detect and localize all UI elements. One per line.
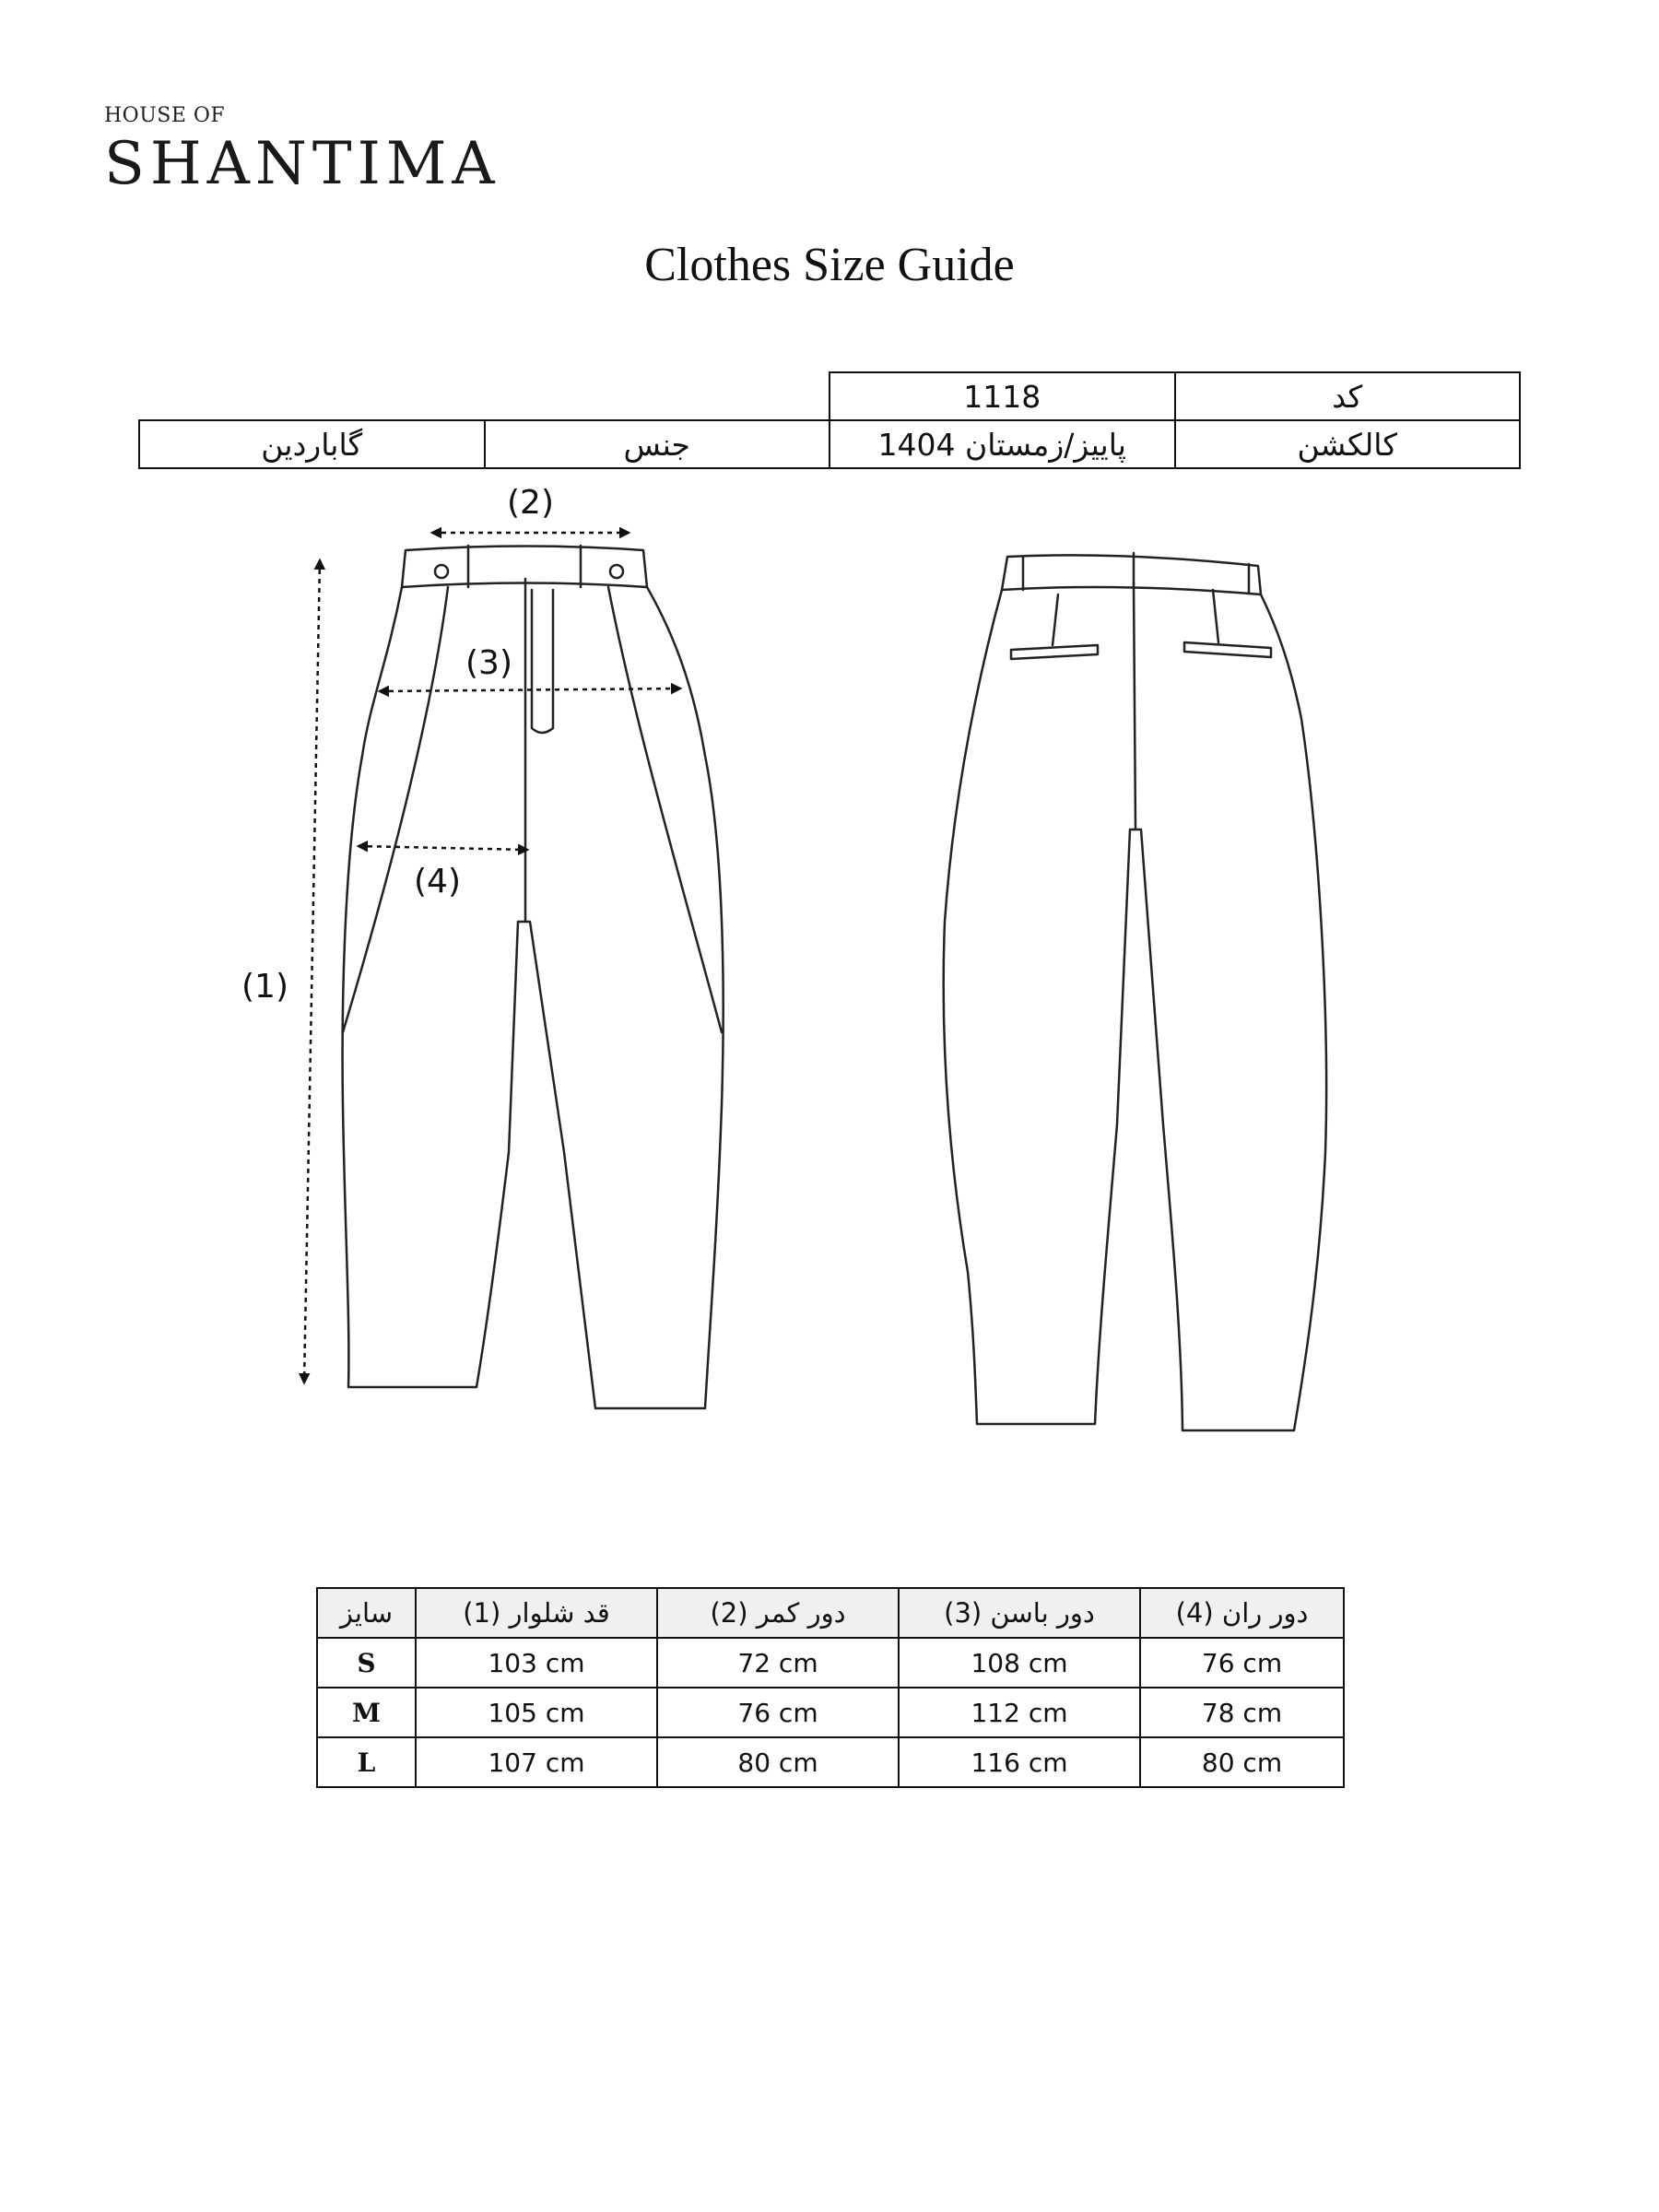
hip-value: 112 cm xyxy=(899,1688,1140,1737)
front-fly xyxy=(525,579,553,922)
collection-value: پاییز/زمستان 1404 xyxy=(830,420,1175,468)
thigh-value: 80 cm xyxy=(1140,1737,1344,1787)
measure-label-3: (3) xyxy=(465,644,512,682)
size-table xyxy=(316,1587,1345,1788)
brand-logo-top: HOUSE OF xyxy=(104,104,226,127)
front-left-pleat xyxy=(343,587,448,1032)
measure-label-1: (1) xyxy=(241,968,288,1006)
thigh-value: 78 cm xyxy=(1140,1688,1344,1737)
back-waistband xyxy=(1002,555,1261,594)
back-center-seam xyxy=(1134,582,1135,830)
back-dart-right xyxy=(1213,590,1218,642)
front-button-left xyxy=(435,565,448,578)
size-label: S xyxy=(317,1638,416,1688)
front-button-right xyxy=(610,565,623,578)
hip-value: 116 cm xyxy=(899,1737,1140,1787)
brand-logo-main: SHANTIMA xyxy=(104,130,500,198)
waist-value: 80 cm xyxy=(657,1737,899,1787)
material-value: گاباردین xyxy=(139,420,485,468)
code-value: 1118 xyxy=(830,372,1175,420)
header-hip: (3) دور باسن xyxy=(899,1588,1140,1638)
front-view-drawing xyxy=(343,546,724,1408)
table-row xyxy=(317,1688,1344,1737)
table-row xyxy=(317,1737,1344,1787)
measure-arrow-1 xyxy=(304,560,320,1382)
size-label: M xyxy=(317,1688,416,1737)
code-label: کد xyxy=(1175,372,1521,420)
length-value: 107 cm xyxy=(416,1737,657,1787)
measure-label-2: (2) xyxy=(507,484,554,522)
header-length: (1) قد شلوار xyxy=(416,1588,657,1638)
header-size: سایز xyxy=(317,1588,416,1638)
measure-arrow-3 xyxy=(380,688,680,691)
waist-value: 76 cm xyxy=(657,1688,899,1737)
back-pocket-right xyxy=(1184,642,1271,657)
hip-value: 108 cm xyxy=(899,1638,1140,1688)
measure-arrow-4 xyxy=(359,846,527,850)
back-dart-left xyxy=(1053,594,1058,645)
material-label: جنس xyxy=(485,420,830,468)
length-value: 103 cm xyxy=(416,1638,657,1688)
waist-value: 72 cm xyxy=(657,1638,899,1688)
length-value: 105 cm xyxy=(416,1688,657,1737)
measure-label-4: (4) xyxy=(414,863,461,900)
header-thigh: (4) دور ران xyxy=(1140,1588,1344,1638)
page-title: Clothes Size Guide xyxy=(644,239,1015,291)
back-view-drawing xyxy=(944,553,1326,1430)
header-waist: (2) دور کمر xyxy=(657,1588,899,1638)
size-table-header xyxy=(317,1588,1344,1638)
thigh-value: 76 cm xyxy=(1140,1638,1344,1688)
collection-label: کالکشن xyxy=(1175,420,1521,468)
size-label: L xyxy=(317,1737,416,1787)
back-pocket-left xyxy=(1011,645,1098,659)
table-row xyxy=(317,1638,1344,1688)
front-right-pleat xyxy=(608,587,722,1032)
